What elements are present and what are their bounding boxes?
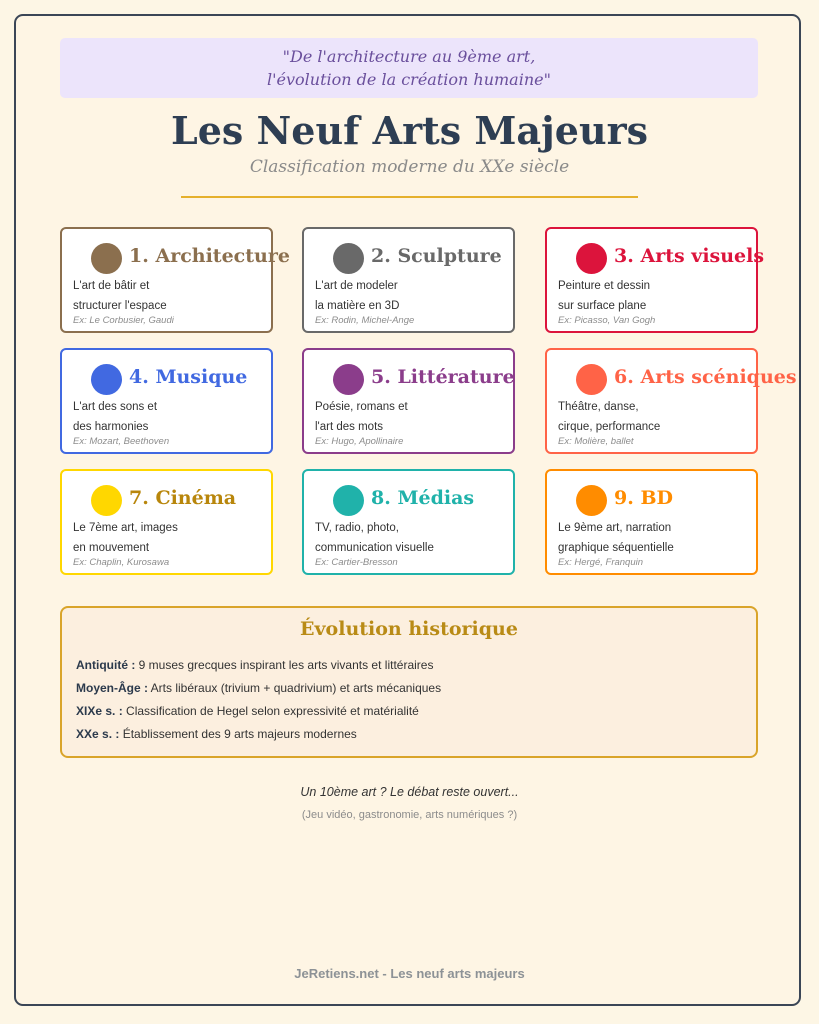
art-color-dot [333, 364, 364, 395]
art-title: 7. Cinéma [129, 487, 237, 509]
art-example: Ex: Rodin, Michel-Ange [315, 315, 415, 326]
art-card [302, 348, 515, 454]
intro-quote [60, 38, 758, 98]
art-color-dot [576, 485, 607, 516]
art-title: 2. Sculpture [371, 245, 502, 267]
art-description-line: l'art des mots [315, 420, 384, 433]
art-description [558, 277, 748, 316]
history-box [60, 606, 758, 758]
history-text: 9 muses grecques inspirant les arts vivants et littéraires [135, 658, 434, 672]
art-description-line: L'art de modeler [315, 280, 398, 292]
art-color-dot [576, 364, 607, 395]
art-description-line: Poésie, romans et [315, 401, 408, 413]
art-description-line: graphique séquentielle [558, 541, 674, 554]
art-card [60, 227, 290, 333]
art-description-line: cirque, performance [558, 420, 661, 433]
art-description [315, 277, 505, 316]
tenth-art-question: Un 10ème art ? Le débat reste ouvert... [300, 785, 519, 799]
art-card [545, 227, 765, 333]
title-divider [181, 196, 638, 198]
art-example: Ex: Hugo, Apollinaire [315, 436, 404, 447]
art-color-dot [91, 364, 122, 395]
art-example: Ex: Cartier-Bresson [315, 557, 398, 568]
art-color-dot [333, 485, 364, 516]
history-label: XIXe s. : [76, 704, 123, 718]
art-example: Ex: Hergé, Franquin [558, 557, 644, 568]
art-title: 5. Littérature [371, 366, 515, 388]
art-card [302, 469, 515, 575]
art-card [302, 227, 515, 333]
art-card [545, 469, 758, 575]
history-label: Moyen-Âge : [76, 681, 148, 695]
art-card [545, 348, 797, 454]
history-row-20th-century [76, 727, 357, 741]
art-color-dot [576, 243, 607, 274]
art-example: Ex: Chaplin, Kurosawa [73, 557, 170, 568]
art-description [315, 519, 505, 558]
art-description-line: Le 7ème art, images [73, 522, 178, 534]
history-row-middle-ages [76, 681, 441, 695]
footer-credit: JeRetiens.net - Les neuf arts majeurs [294, 966, 525, 981]
art-description-line: Théâtre, danse, [558, 401, 639, 413]
art-description-line: structurer l'espace [73, 299, 167, 312]
art-description-line: L'art des sons et [73, 401, 158, 413]
art-description-line: TV, radio, photo, [315, 522, 399, 534]
art-example: Ex: Mozart, Beethoven [73, 436, 170, 447]
art-description [558, 519, 748, 558]
art-title: 8. Médias [371, 487, 475, 509]
art-color-dot [91, 243, 122, 274]
art-description-line: en mouvement [73, 541, 150, 554]
art-description [73, 398, 263, 437]
history-title: Évolution historique [300, 618, 518, 640]
page-subtitle: Classification moderne du XXe siècle [249, 157, 570, 177]
art-description-line: sur surface plane [558, 299, 647, 312]
quote-line-1: "De l'architecture au 9ème art, [282, 47, 536, 66]
history-label: XXe s. : [76, 727, 120, 741]
art-description-line: Peinture et dessin [558, 280, 651, 292]
art-card [60, 348, 273, 454]
art-example: Ex: Picasso, Van Gogh [558, 315, 656, 326]
quote-line-2: l'évolution de la création humaine" [267, 70, 551, 89]
art-description [73, 277, 263, 316]
art-description-line: communication visuelle [315, 541, 434, 554]
art-example: Ex: Le Corbusier, Gaudi [73, 315, 174, 326]
art-title: 9. BD [614, 487, 673, 509]
art-title: 1. Architecture [129, 245, 290, 267]
page-title: Les Neuf Arts Majeurs [171, 108, 648, 153]
art-title: 6. Arts scéniques [614, 366, 797, 388]
history-text: Classification de Hegel selon expressivité et matérialité [122, 704, 419, 718]
art-color-dot [91, 485, 122, 516]
history-text: Arts libéraux (trivium + quadrivium) et arts mécaniques [148, 681, 442, 695]
history-label: Antiquité : [76, 658, 136, 672]
art-description [315, 398, 505, 437]
art-description [558, 398, 748, 437]
art-description-line: des harmonies [73, 420, 149, 433]
art-description [73, 519, 263, 558]
art-color-dot [333, 243, 364, 274]
history-row-19th-century [76, 704, 419, 718]
art-card [60, 469, 273, 575]
tenth-art-examples: (Jeu vidéo, gastronomie, arts numériques ?) [301, 809, 518, 821]
art-title: 4. Musique [129, 366, 248, 388]
art-description-line: L'art de bâtir et [73, 280, 150, 292]
art-title: 3. Arts visuels [614, 245, 765, 267]
art-example: Ex: Molière, ballet [558, 436, 634, 447]
art-description-line: Le 9ème art, narration [558, 522, 672, 534]
history-text: Établissement des 9 arts majeurs modernes [119, 727, 357, 741]
art-description-line: la matière en 3D [315, 299, 400, 312]
history-row-antiquity [76, 658, 433, 672]
